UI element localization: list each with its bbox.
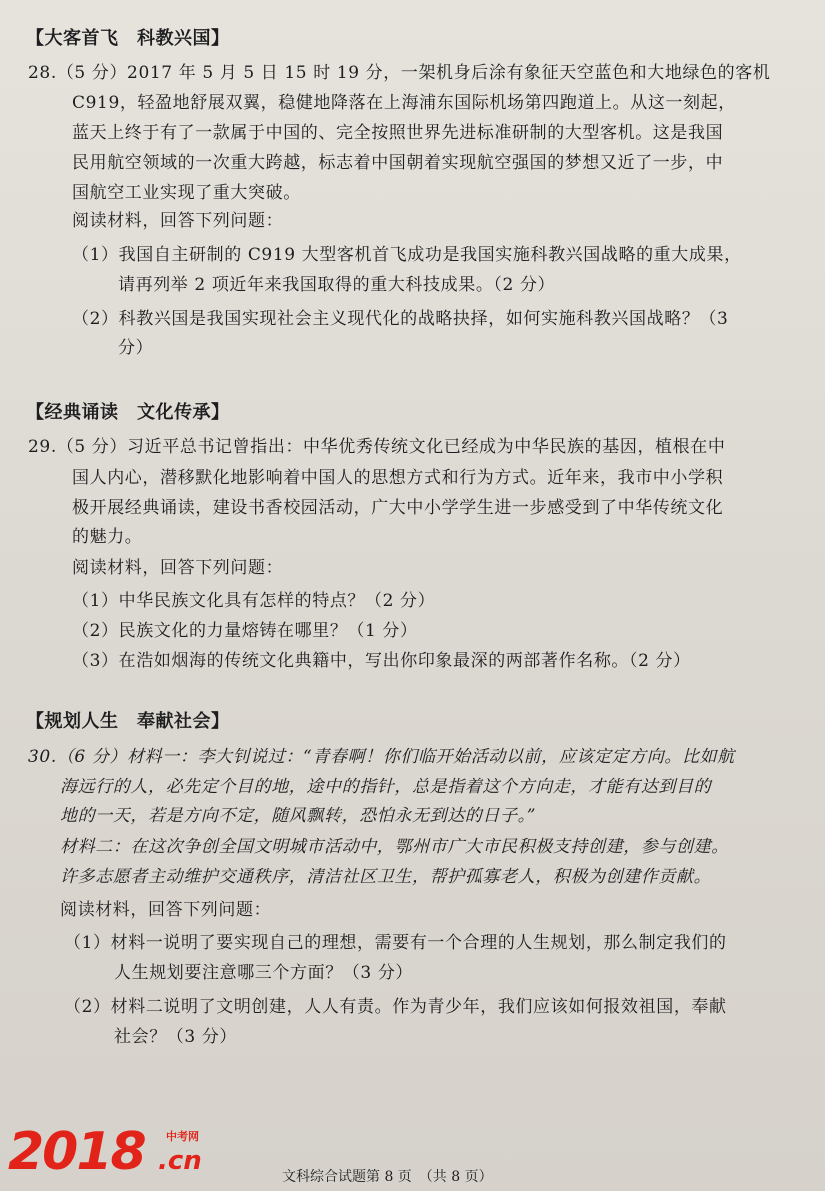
question-28-line-2: C919，轻盈地舒展双翼，稳健地降落在上海浦东国际机场第四跑道上。从这一刻起， [72, 93, 736, 113]
question-29-line-3: 极开展经典诵读，建设书香校园活动，广大中小学学生进一步感受到了中华传统文化 [72, 498, 724, 518]
watermark-year: 2018 [8, 1122, 145, 1182]
question-29-line-2: 国人内心，潜移默化地影响着中国人的思想方式和行为方式。近年来，我市中小学积 [72, 468, 724, 488]
watermark-site-name: 中考网 [166, 1130, 199, 1143]
question-28-prompt: 阅读材料，回答下列问题： [72, 211, 284, 231]
question-28-line-1: 28.（5 分）2017 年 5 月 5 日 15 时 19 分，一架机身后涂有象征天空蓝色和大地绿色的客机 [28, 63, 771, 83]
question-30-material-2-cont: 许多志愿者主动维护交通秩序，清洁社区卫生，帮护孤寡老人，积极为创建作贡献。 [60, 867, 712, 887]
question-30-prompt: 阅读材料，回答下列问题： [60, 900, 272, 920]
question-29-sub-3: （3）在浩如烟海的传统文化典籍中，写出你印象最深的两部著作名称。（2 分） [72, 651, 691, 671]
question-30-sub-1-cont: 人生规划要注意哪三个方面？（3 分） [114, 963, 414, 983]
question-29-sub-1: （1）中华民族文化具有怎样的特点？（2 分） [72, 591, 436, 611]
question-28-sub-2-cont: 分） [118, 338, 154, 358]
question-28-line-5: 国航空工业实现了重大突破。 [72, 183, 301, 203]
question-30-sub-2-cont: 社会？（3 分） [114, 1027, 238, 1047]
question-29-line-4: 的魅力。 [72, 527, 143, 547]
question-30-line-3: 地的一天，若是方向不定，随风飘转，恐怕永无到达的日子。” [60, 806, 536, 826]
page-footer: 文科综合试题第 8 页 （共 8 页） [282, 1169, 493, 1185]
section-header-1: 【大客首飞 科教兴国】 [26, 28, 230, 49]
question-30-sub-1: （1）材料一说明了要实现自己的理想，需要有一个合理的人生规划，那么制定我们的 [64, 933, 727, 953]
section-header-2: 【经典诵读 文化传承】 [26, 402, 230, 423]
question-29-line-1: 29.（5 分）习近平总书记曾指出：中华优秀传统文化已经成为中华民族的基因，植根在中 [28, 437, 726, 457]
question-28-line-4: 民用航空领域的一次重大跨越，标志着中国朝着实现航空强国的梦想又近了一步，中 [72, 153, 724, 173]
question-30-sub-2: （2）材料二说明了文明创建，人人有责。作为青少年，我们应该如何报效祖国，奉献 [64, 997, 727, 1017]
question-28-sub-1-cont: 请再列举 2 项近年来我国取得的重大科技成果。（2 分） [118, 275, 556, 295]
question-30-line-1: 30.（6 分）材料一：李大钊说过：“青春啊！你们临开始活动以前，应该定定方向。比如航 [28, 747, 735, 767]
question-28-line-3: 蓝天上终于有了一款属于中国的、完全按照世界先进标准研制的大型客机。这是我国 [72, 123, 724, 143]
question-29-prompt: 阅读材料，回答下列问题： [72, 558, 284, 578]
watermark-domain: .cn [158, 1146, 202, 1176]
question-29-sub-2: （2）民族文化的力量熔铸在哪里？（1 分） [72, 621, 418, 641]
question-28-sub-2: （2）科教兴国是我国实现社会主义现代化的战略抉择，如何实施科教兴国战略？（3 [72, 309, 729, 329]
question-28-sub-1: （1）我国自主研制的 C919 大型客机首飞成功是我国实施科教兴国战略的重大成果， [72, 245, 742, 265]
question-30-line-2: 海远行的人，必先定个目的地，途中的指针，总是指着这个方向走，才能有达到目的 [60, 777, 712, 797]
question-30-material-2: 材料二：在这次争创全国文明城市活动中，鄂州市广大市民积极支持创建，参与创建。 [60, 837, 729, 857]
section-header-3: 【规划人生 奉献社会】 [26, 711, 230, 732]
site-watermark-logo [8, 1124, 208, 1184]
